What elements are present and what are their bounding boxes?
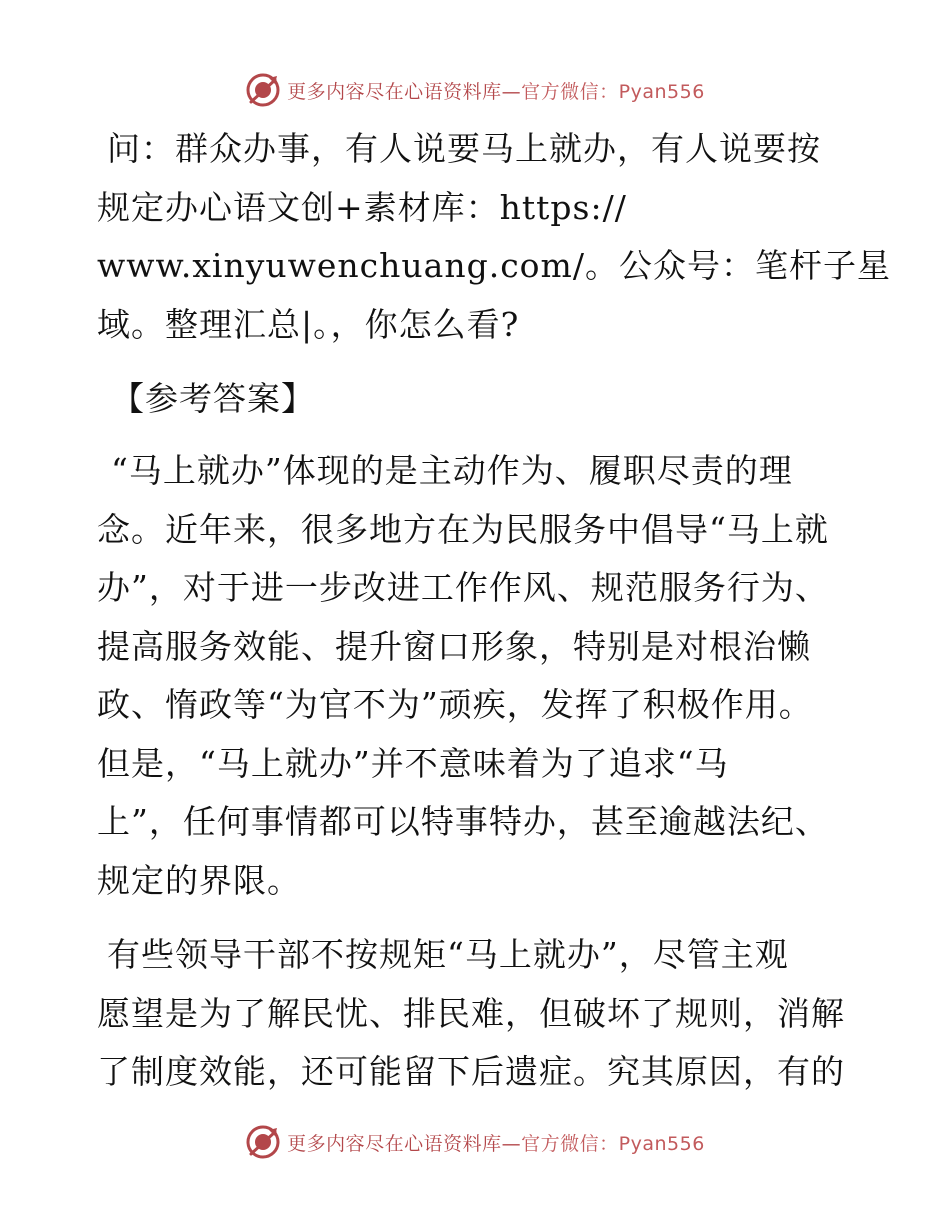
- paragraph-line: 愿望是为了解民忧、排民难，但破坏了规则，消解: [97, 993, 845, 1033]
- paragraph-line: 办”，对于进一步改进工作作风、规范服务行为、: [97, 568, 829, 607]
- paragraph-line: 政、惰政等“为官不为”顽疾，发挥了积极作用。: [97, 685, 813, 724]
- answer-heading-text: 【参考答案】: [111, 379, 315, 418]
- paragraph-line: 提高服务效能、提升窗口形象，特别是对根治懒: [97, 626, 811, 666]
- paragraph-2: [97, 926, 857, 1102]
- answer-heading: [97, 370, 857, 429]
- paragraph-1: [97, 442, 857, 910]
- question-line: 问：群众办事，有人说要马上就办，有人说要按: [107, 129, 821, 168]
- paragraph-line: 规定的界限。: [97, 860, 301, 900]
- paragraph-line: 念。近年来，很多地方在为民服务中倡导“马上就: [97, 509, 829, 549]
- paragraph-line: 了制度效能，还可能留下后遗症。究其原因，有的: [97, 1052, 845, 1091]
- paragraph-line: 但是，“马上就办”并不意味着为了追求“马: [97, 743, 729, 783]
- paragraph-line: “马上就办”体现的是主动作为、履职尽责的理: [111, 451, 793, 490]
- paragraph-line: 上”，任何事情都可以特事特办，甚至逾越法纪、: [97, 802, 829, 841]
- watermark-contact: 官方微信：Pyan556: [521, 80, 705, 103]
- watermark-text: 更多内容尽在心语资料库—: [287, 80, 522, 103]
- seal-logo-icon: [245, 1124, 281, 1160]
- watermark-contact: 官方微信：Pyan556: [521, 1132, 705, 1155]
- question-block: [97, 120, 891, 354]
- footer-watermark: [0, 1124, 950, 1160]
- paragraph-line: 有些领导干部不按规矩“马上就办”，尽管主观: [107, 935, 789, 974]
- header-watermark: [0, 72, 950, 108]
- question-line: 域。整理汇总|。，你怎么看?: [97, 304, 520, 344]
- question-line: www.xinyuwenchuang.com/。公众号：笔杆子星: [97, 246, 891, 285]
- watermark-text: 更多内容尽在心语资料库—: [287, 1132, 522, 1155]
- question-line: 规定办心语文创+素材库：https://: [97, 187, 627, 227]
- seal-logo-icon: [245, 72, 281, 108]
